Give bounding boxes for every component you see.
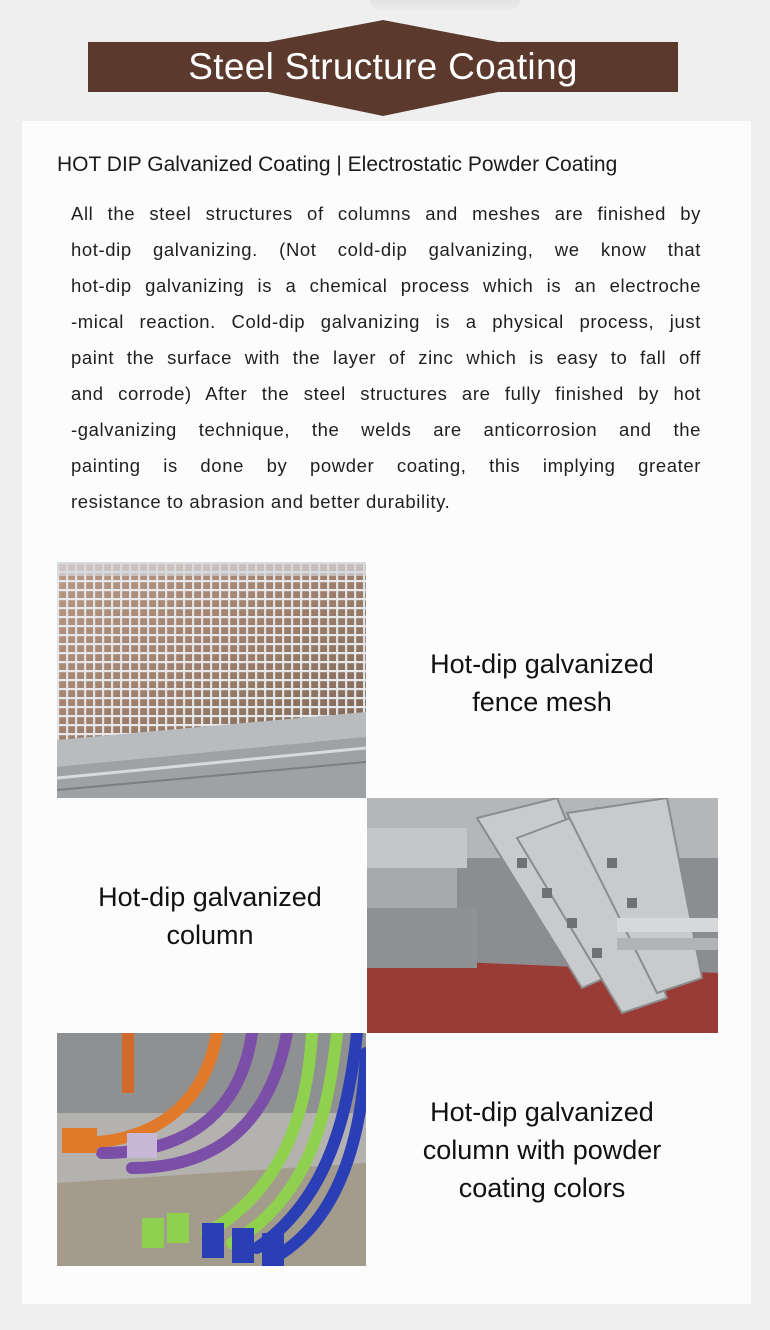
paragraph-line: resistance to abrasion and better durability.	[71, 491, 451, 512]
paragraph-line: hot-dip galvanizing. (Not cold-dip galvanizing, we know that	[71, 239, 701, 260]
caption-line: Hot-dip galvanized	[430, 649, 654, 679]
fence-mesh-photo-icon	[57, 562, 366, 798]
galvanized-column-photo-icon	[367, 798, 718, 1033]
top-decoration	[370, 0, 520, 12]
caption-line: coating colors	[458, 1173, 626, 1203]
caption-line: column	[166, 920, 254, 950]
title-banner	[88, 20, 678, 116]
paragraph-line: and corrode) After the steel structures are fully finished by hot	[71, 383, 701, 404]
column-caption	[60, 878, 360, 954]
description-paragraph	[71, 196, 701, 520]
page-title: Steel Structure Coating	[188, 46, 578, 87]
caption-line: Hot-dip galvanized	[430, 1097, 654, 1127]
caption-line: Hot-dip galvanized	[98, 882, 322, 912]
section-subtitle: HOT DIP Galvanized Coating | Electrostatic Powder Coating	[57, 153, 618, 176]
fence-mesh-caption	[392, 645, 692, 721]
paragraph-line: hot-dip galvanizing is a chemical process which is an electroche	[71, 275, 701, 296]
paragraph-line: paint the surface with the layer of zinc which is easy to fall off	[71, 347, 701, 368]
paragraph-line: painting is done by powder coating, this implying greater	[71, 455, 701, 476]
powder-coating-caption	[392, 1093, 692, 1207]
paragraph-line: -mical reaction. Cold-dip galvanizing is a physical process, just	[71, 311, 701, 332]
paragraph-line: All the steel structures of columns and meshes are finished by	[71, 203, 701, 224]
powder-coated-columns-photo-icon	[57, 1033, 366, 1266]
paragraph-line: -galvanizing technique, the welds are anticorrosion and the	[71, 419, 701, 440]
caption-line: column with powder	[422, 1135, 662, 1165]
caption-line: fence mesh	[472, 687, 612, 717]
